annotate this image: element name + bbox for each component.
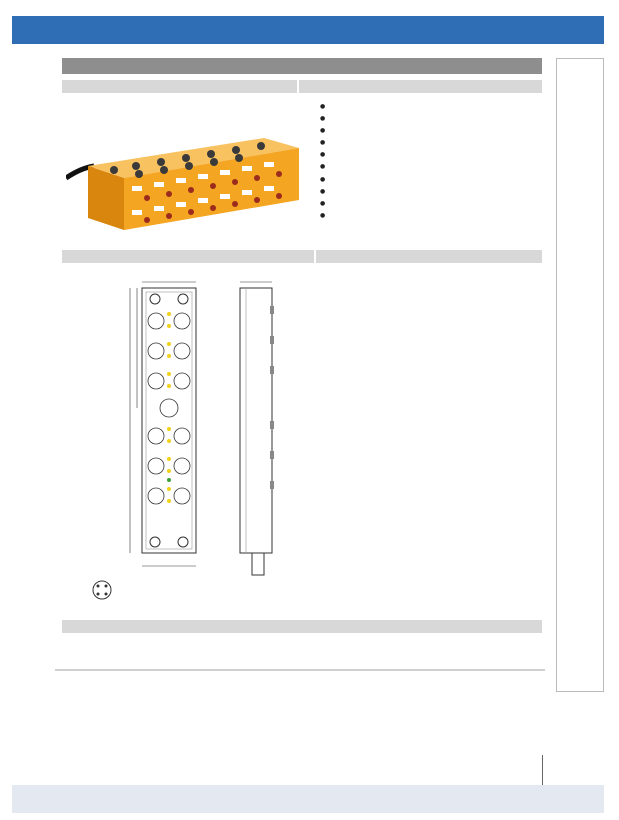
wiring-diagram [55, 656, 545, 716]
feature-item [320, 186, 542, 198]
product-subheader [62, 58, 542, 74]
feature-item [320, 101, 542, 113]
feature-item [320, 198, 542, 210]
product-image [66, 108, 301, 238]
section-wiring [62, 620, 542, 633]
feature-item [320, 161, 542, 173]
feature-item [320, 174, 542, 186]
category-sidebar [556, 58, 604, 692]
footer-bar [12, 785, 604, 813]
page-title [12, 16, 604, 44]
divider [542, 755, 543, 785]
feature-item [320, 113, 542, 125]
feature-item [320, 149, 542, 161]
section-picture [62, 80, 297, 93]
feature-item [320, 125, 542, 137]
section-dimensions [62, 250, 314, 263]
feature-item [320, 137, 542, 149]
dimension-drawing [62, 266, 316, 616]
section-features [299, 80, 542, 93]
feature-list [320, 101, 542, 222]
section-specs [316, 250, 542, 263]
feature-item [320, 210, 542, 222]
